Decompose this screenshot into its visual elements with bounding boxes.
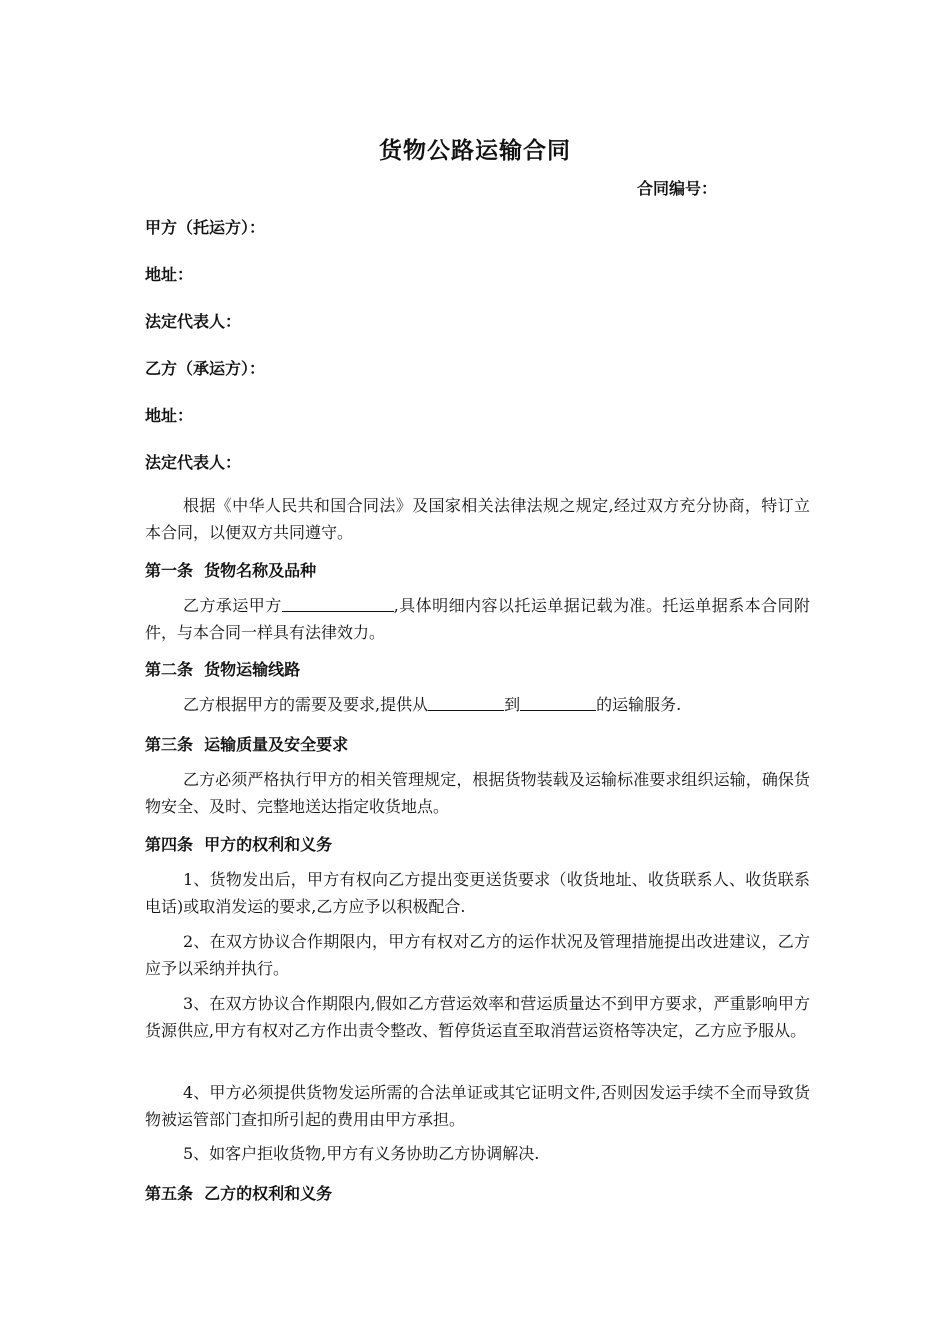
party-a-label: 甲方（托运方）： bbox=[145, 218, 266, 237]
article-1-text-after: ,具体明细内容以托运单据记载为准。托运单据系本合同附件，与本合同一样具有法律效力。 bbox=[145, 596, 810, 642]
party-a-representative-label: 法定代表人： bbox=[145, 312, 242, 331]
party-b-label: 乙方（承运方）： bbox=[145, 359, 266, 378]
article-4-item-5: 5、如客户拒收货物,甲方有义务协助乙方协调解决. bbox=[183, 1144, 540, 1163]
article-4-item-4: 4、甲方必须提供货物发运所需的合法单证或其它证明文件,否则因发运手续不全而导致货物被运管部门查扣所引起的费用由甲方承担。 bbox=[145, 1083, 810, 1129]
article-2-text-before: 乙方根据甲方的需要及要求,提供从 bbox=[183, 695, 429, 714]
article-3-heading: 第三条 运输质量及安全要求 bbox=[145, 735, 349, 754]
article-1-heading: 第一条 货物名称及品种 bbox=[145, 561, 317, 580]
article-4-heading: 第四条 甲方的权利和义务 bbox=[145, 835, 333, 854]
party-b-address-label: 地址： bbox=[145, 406, 194, 425]
party-a-address-label: 地址： bbox=[145, 265, 194, 284]
article-4-item-3: 3、在双方协议合作期限内,假如乙方营运效率和营运质量达不到甲方要求，严重影响甲方货源供应,甲方有权对乙方作出责令整改、暂停货运直至取消营运资格等决定，乙方应予服从。 bbox=[145, 994, 810, 1040]
article-1-text-before: 乙方承运甲方 bbox=[183, 596, 282, 615]
article-2-text-mid: 到 bbox=[504, 695, 521, 714]
article-5-heading: 第五条 乙方的权利和义务 bbox=[145, 1184, 333, 1203]
contract-number-label: 合同编号： bbox=[637, 179, 718, 198]
article-2-paragraph bbox=[145, 691, 810, 718]
goods-name-blank bbox=[282, 595, 394, 612]
document-title: 货物公路运输合同 bbox=[379, 138, 571, 164]
origin-blank bbox=[428, 694, 504, 711]
preamble-paragraph: 根据《中华人民共和国合同法》及国家相关法律法规之规定,经过双方充分协商，特订立本合同，以便双方共同遵守。 bbox=[145, 496, 810, 542]
article-3-paragraph: 乙方必须严格执行甲方的相关管理规定，根据货物装载及运输标准要求组织运输，确保货物安全、及时、完整地送达指定收货地点。 bbox=[145, 770, 810, 816]
article-2-text-after: 的运输服务. bbox=[596, 695, 682, 714]
party-b-representative-label: 法定代表人： bbox=[145, 453, 242, 472]
article-1-paragraph bbox=[145, 592, 810, 646]
article-2-heading: 第二条 货物运输线路 bbox=[145, 660, 301, 679]
article-4-item-2: 2、在双方协议合作期限内，甲方有权对乙方的运作状况及管理措施提出改进建议，乙方应予以采纳并执行。 bbox=[145, 932, 810, 978]
article-4-item-1: 1、货物发出后，甲方有权向乙方提出变更送货要求（收货地址、收货联系人、收货联系电话)或取消发运的要求,乙方应予以积极配合. bbox=[145, 870, 810, 916]
destination-blank bbox=[520, 694, 596, 711]
